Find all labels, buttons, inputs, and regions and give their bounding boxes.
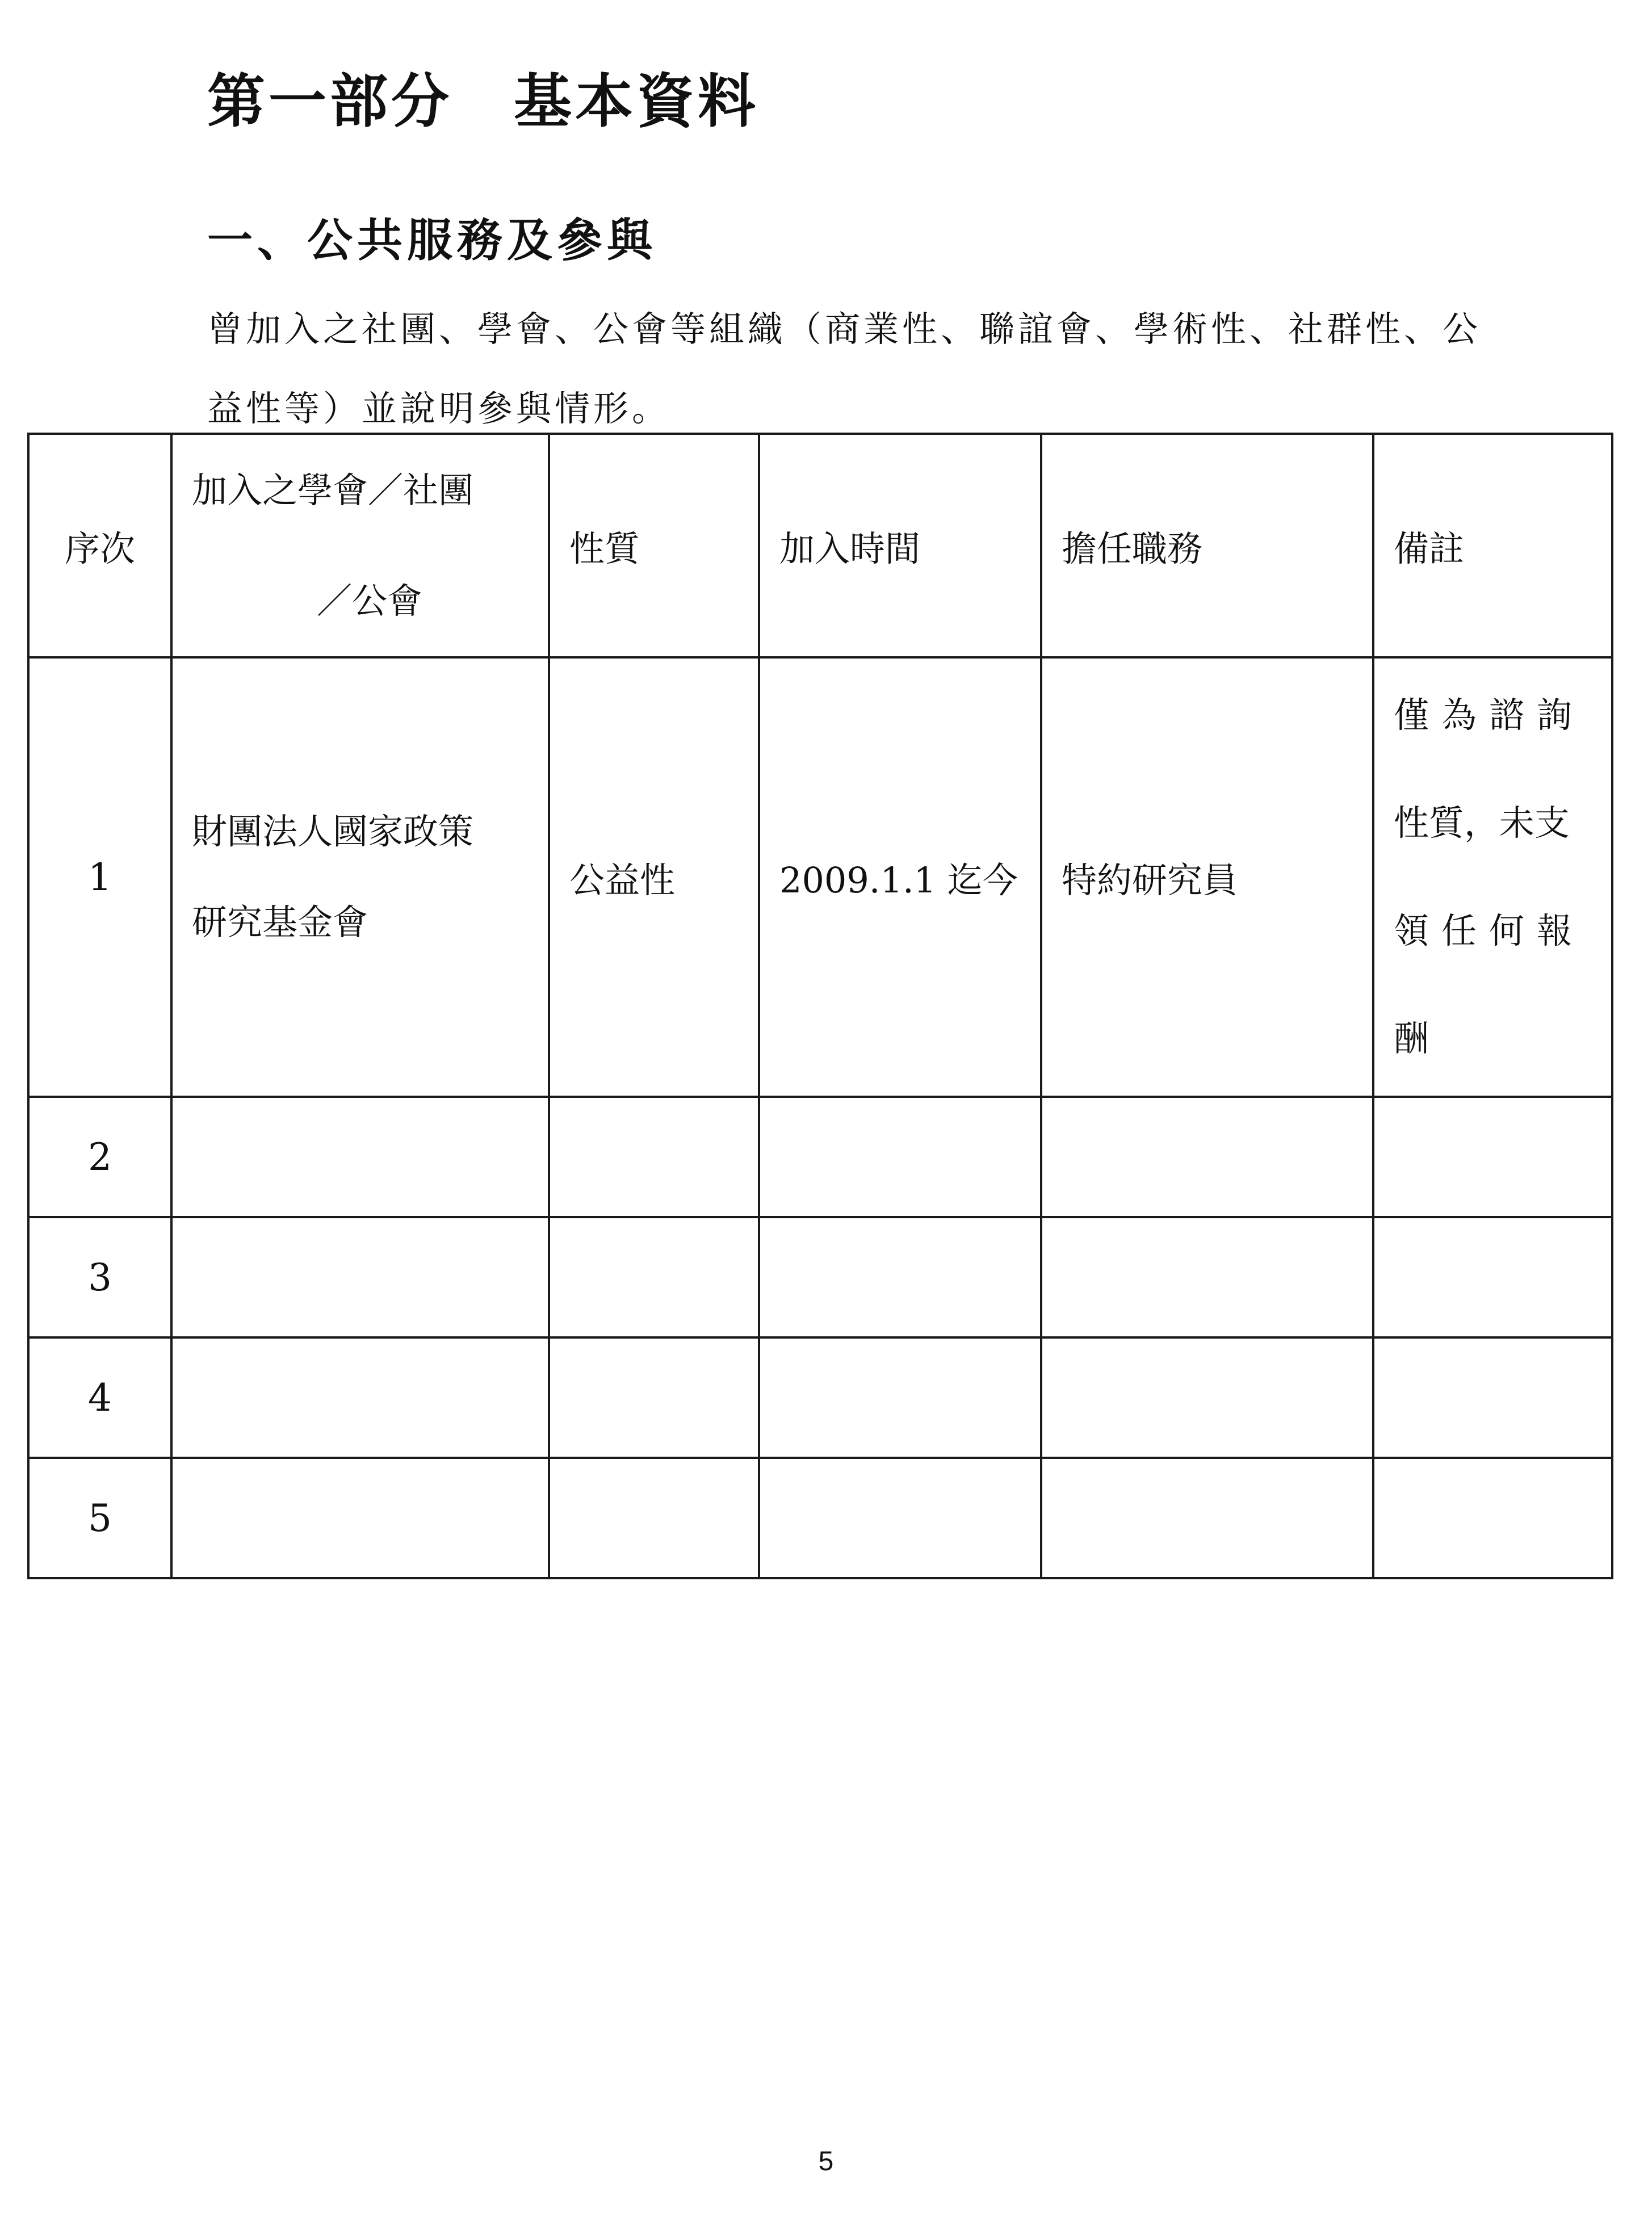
row-seq: 2 <box>28 1097 171 1217</box>
empty-cell <box>1373 1217 1612 1337</box>
header-join-time: 加入時間 <box>759 434 1041 657</box>
row-organization-line-2: 研究基金會 <box>192 901 368 943</box>
empty-cell <box>759 1097 1041 1217</box>
row-remarks-line-3: 領任何報 <box>1394 910 1585 951</box>
empty-cell <box>759 1337 1041 1458</box>
row-remarks-line-4: 酬 <box>1394 1018 1429 1059</box>
empty-cell <box>549 1337 759 1458</box>
empty-cell <box>171 1097 549 1217</box>
empty-cell <box>171 1337 549 1458</box>
empty-cell <box>549 1217 759 1337</box>
intro-line-1: 曾加入之社團、學會、公會等組織（商業性、聯誼會、學術性、社群性、公 <box>207 308 1482 350</box>
table-row <box>28 1217 1612 1337</box>
empty-cell <box>171 1217 549 1337</box>
header-organization-line-1: 加入之學會／社團 <box>192 469 474 511</box>
row-position: 特約研究員 <box>1041 657 1373 1097</box>
row-nature: 公益性 <box>549 657 759 1097</box>
row-seq: 1 <box>28 657 171 1097</box>
empty-cell <box>1041 1337 1373 1458</box>
header-position: 擔任職務 <box>1041 434 1373 657</box>
row-seq: 4 <box>28 1337 171 1458</box>
section-heading: 一、公共服務及參與 <box>207 213 657 267</box>
page-number: 5 <box>818 2146 834 2177</box>
intro-paragraph <box>207 290 1609 448</box>
row-seq: 3 <box>28 1217 171 1337</box>
empty-cell <box>1373 1337 1612 1458</box>
row-organization-line-1: 財團法人國家政策 <box>192 811 474 852</box>
table-row <box>28 1458 1612 1578</box>
empty-cell <box>549 1458 759 1578</box>
row-seq: 5 <box>28 1458 171 1578</box>
empty-cell <box>759 1217 1041 1337</box>
intro-line-2: 益性等）並說明參與情形。 <box>207 388 671 429</box>
table-row <box>28 1337 1612 1458</box>
empty-cell <box>1041 1217 1373 1337</box>
header-remarks: 備註 <box>1373 434 1612 657</box>
empty-cell <box>549 1097 759 1217</box>
row-remarks-line-2: 性質，未支 <box>1394 802 1570 844</box>
organization-table <box>27 433 1613 1579</box>
empty-cell <box>1041 1458 1373 1578</box>
empty-cell <box>171 1458 549 1578</box>
table-row <box>28 657 1612 1097</box>
row-remarks <box>1373 657 1612 1097</box>
row-remarks-line-1: 僅為諮詢 <box>1394 694 1585 736</box>
table-header-row <box>28 434 1612 657</box>
empty-cell <box>1373 1458 1612 1578</box>
header-organization-line-2: ／公會 <box>317 580 423 622</box>
empty-cell <box>1041 1097 1373 1217</box>
header-nature: 性質 <box>549 434 759 657</box>
header-seq: 序次 <box>28 434 171 657</box>
empty-cell <box>1373 1097 1612 1217</box>
row-organization <box>171 657 549 1097</box>
header-organization <box>171 434 549 657</box>
table-row <box>28 1097 1612 1217</box>
row-join-time: 2009.1.1 迄今 <box>759 657 1041 1097</box>
page-title: 第一部分 基本資料 <box>207 68 759 136</box>
empty-cell <box>759 1458 1041 1578</box>
